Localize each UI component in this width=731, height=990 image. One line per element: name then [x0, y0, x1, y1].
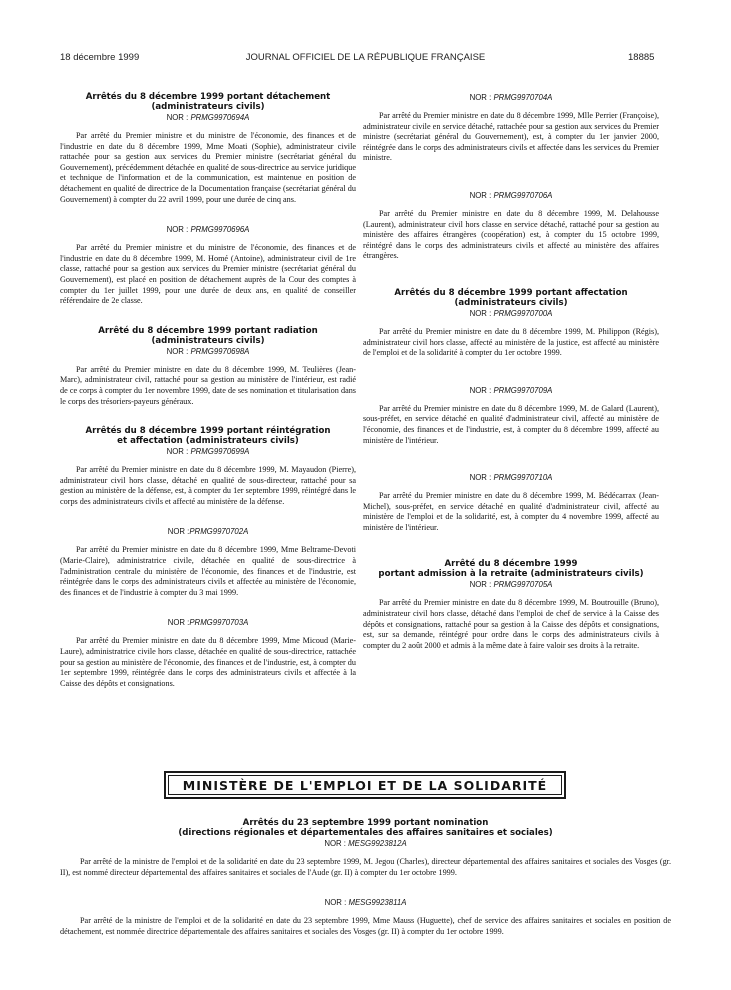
nor-reference: [363, 93, 659, 103]
nor-code: PRMG9970696A: [190, 225, 250, 235]
nor-reference: [363, 473, 659, 483]
nor-label: NOR :: [469, 308, 492, 318]
nor-label: NOR :: [469, 385, 492, 395]
decree-paragraph: Par arrêté du Premier ministre en date du 8 décembre 1999, M. Mayaudon (Pierre), administrateur civil hors classe, détaché en qualité de sous-directeur, rattaché pour sa gestion au ministère de la défense, est, à compter du 1er septembre 1999, réintégré dans le corps des administrateurs civils et affecté au ministère de la défense.: [60, 465, 356, 506]
decree-paragraph: Par arrêté du Premier ministre en date du 8 décembre 1999, Mlle Perrier (Françoise), administrateur civile en service détaché, rattachée pour sa gestion aux services du Premier ministre (secrétariat général du Gouvernement), est, à compter du 1er janvier 2000, réintégrée dans le corps des administrateurs civils et affectée dans les services du Premier ministre.: [363, 111, 659, 163]
title-line: (administrateurs civils): [151, 102, 265, 112]
nor-code: MESG9923812A: [348, 839, 407, 848]
journal-title: JOURNAL OFFICIEL DE LA RÉPUBLIQUE FRANÇAISE: [245, 52, 486, 63]
nor-reference: [60, 113, 356, 123]
decree-paragraph: Par arrêté du Premier ministre en date du 8 décembre 1999, M. Philippon (Régis), administrateur civil hors classe, affecté au ministère de la justice, est affecté au ministère de l'emploi et de la solidarité à compter du 1er octobre 1999.: [363, 326, 659, 358]
nor-label: NOR :: [469, 93, 492, 102]
nor-code: MESG9923811A: [348, 898, 407, 908]
decree-paragraph: Par arrêté de la ministre de l'emploi et de la solidarité en date du 23 septembre 1999, Mme Mauss (Huguette), chef de service des affaires sanitaires et sociales en position de détachement, est nommée directrice départementale des affaires sanitaires et sociales des Vosges (gr. II) à compter du 1er octobre 1999.: [60, 916, 671, 936]
section-detachement: [60, 92, 356, 307]
section-title: [60, 818, 671, 838]
decree-paragraph: Par arrêté du Premier ministre en date du 8 décembre 1999, M. Bédécarrax (Jean-Michel), sous-préfet, en service détaché en qualité d'administrateur civil, affecté au ministère de l'emploi et de la solidarité, est, à compter du 4 novembre 1999, affecté au ministère de l'intérieur.: [363, 491, 659, 532]
title-line: Arrêtés du 8 décembre 1999 portant affectation: [394, 287, 628, 298]
right-column: [363, 92, 659, 651]
nor-reference: [60, 618, 356, 628]
nor-code: PRMG9970702A: [189, 527, 249, 537]
nor-label: NOR :: [324, 839, 346, 848]
nor-label: NOR :: [469, 473, 492, 483]
nor-label: NOR :: [166, 113, 189, 122]
section-affectation: [363, 288, 659, 534]
decree-paragraph: Par arrêté de la ministre de l'emploi et de la solidarité en date du 23 septembre 1999, M. Jegou (Charles), directeur départemental des affaires sanitaires et sociales des Vosges (gr. II), est nommé directeur départemental des affaires sanitaires et sociales de l'Aude (gr. II) à compter du 1er octobre 1999.: [60, 857, 671, 877]
ministry-section: [60, 818, 671, 937]
nor-label: NOR :: [167, 527, 190, 537]
decree-paragraph: Par arrêté du Premier ministre en date du 8 décembre 1999, M. Boutrouille (Bruno), administrateur civil hors classe, détaché dans l'emploi de chef de service à la Caisse des dépôts et consignations, rattaché pour sa gestion à la Caisse des dépôts et consignations, est, sur sa demande, réintégré pour ordre dans le corps des administrateurs civils à compter du 2 août 2000 et admis à la même date à faire valoir ses droits à la retraite.: [363, 598, 659, 650]
title-line: (administrateurs civils): [454, 297, 568, 308]
title-line: Arrêtés du 23 septembre 1999 portant nomination: [242, 818, 489, 828]
nor-reference: [363, 386, 659, 396]
nor-reference: [60, 225, 356, 235]
page-number: 18885: [628, 52, 655, 63]
nor-reference: [363, 309, 659, 319]
title-line: Arrêté du 8 décembre 1999: [444, 559, 578, 570]
nor-label: NOR :: [469, 190, 492, 200]
nor-code: PRMG9970709A: [493, 385, 553, 395]
section-title: [60, 426, 356, 446]
nor-code: PRMG9970699A: [190, 447, 250, 457]
nor-code: PRMG9970705A: [493, 580, 553, 590]
title-line: Arrêté du 8 décembre 1999 portant radiation: [98, 325, 318, 336]
title-line: Arrêtés du 8 décembre 1999 portant détachement: [85, 92, 331, 102]
nor-reference: [60, 527, 356, 537]
section-reintegration: [60, 426, 356, 689]
ministry-banner: [164, 771, 566, 799]
title-line: portant admission à la retraite (administrateurs civils): [378, 569, 644, 580]
nor-reference: [363, 191, 659, 201]
nor-reference: [60, 839, 671, 849]
nor-label: NOR :: [166, 447, 189, 457]
section-title: [363, 288, 659, 308]
nor-reference: [60, 347, 356, 357]
title-line: Arrêtés du 8 décembre 1999 portant réintégration: [85, 426, 331, 437]
nor-code: PRMG9970694A: [190, 113, 250, 122]
nor-label: NOR :: [166, 346, 189, 356]
section-retraite: [363, 559, 659, 651]
section-radiation: [60, 326, 356, 407]
decree-paragraph: Par arrêté du Premier ministre en date du 8 décembre 1999, M. de Galard (Laurent), sous-préfet, en service détaché en qualité d'administrateur civil, affecté au ministère de l'économie, des finances et de l'industrie, est, à compter du 8 décembre 1999, affecté au ministère de l'intérieur.: [363, 403, 659, 445]
section-title: [60, 92, 356, 112]
nor-code: PRMG9970706A: [493, 190, 553, 200]
section-title: [363, 559, 659, 579]
nor-code: PRMG9970700A: [493, 308, 553, 318]
nor-code: PRMG9970698A: [190, 346, 250, 356]
nor-reference: [363, 580, 659, 590]
nor-reference: [60, 447, 356, 457]
nor-code: PRMG9970703A: [189, 618, 249, 628]
left-column: [60, 92, 356, 689]
section-title: [60, 326, 356, 346]
section-reintegration-continued: [363, 93, 659, 262]
header-date: 18 décembre 1999: [60, 52, 140, 63]
nor-label: NOR :: [469, 580, 492, 590]
title-line: (directions régionales et départementales des affaires sanitaires et sociales): [178, 828, 553, 838]
decree-paragraph: Par arrêté du Premier ministre et du ministre de l'économie, des finances et de l'industrie en date du 8 décembre 1999, M. Homé (Antoine), administrateur civil de 1re classe, rattaché pour sa gestion aux services du Premier ministre (secrétariat général du Gouvernement), est placé en position de détachement auprès de la Cour des comptes à compter du 1er juillet 1999, pour une durée de deux ans, en qualité de conseiller référendaire de 2e classe.: [60, 243, 356, 306]
title-line: et affectation (administrateurs civils): [117, 436, 299, 447]
nor-label: NOR :: [166, 225, 189, 235]
nor-label: NOR :: [167, 618, 190, 628]
decree-paragraph: Par arrêté du Premier ministre en date du 8 décembre 1999, Mme Micoud (Marie-Laure), administratrice civile hors classe, détachée en qualité de sous-directrice, rattachée pour sa gestion au ministère de l'économie, des finances et de l'industrie, est, à compter du 1er septembre 1999, réintégrée dans le corps des administrateurs civils et affectée à la Caisse des dépôts et consignations.: [60, 636, 356, 688]
title-line: (administrateurs civils): [151, 335, 265, 346]
decree-paragraph: Par arrêté du Premier ministre en date du 8 décembre 1999, Mme Beltrame-Devoti (Marie-Claire), administratrice civile, détachée en qualité de sous-directrice à l'administration centrale du ministère de l'économie, des finances et de l'industrie, est réintégrée dans le corps des administrateurs civils et affectée au ministère de l'économie, des finances et de l'industrie à compter du 3 mai 1999.: [60, 545, 356, 597]
decree-paragraph: Par arrêté du Premier ministre en date du 8 décembre 1999, M. Delahousse (Laurent), administrateur civil hors classe en service détaché, rattaché pour sa gestion au ministère des affaires étrangères (coopération) est, à compter du 15 octobre 1999, réintégré dans le corps des administrateurs civils et affecté au ministère des affaires étrangères.: [363, 208, 659, 261]
nor-label: NOR :: [324, 898, 347, 908]
nor-code: PRMG9970704A: [493, 93, 553, 102]
nor-code: PRMG9970710A: [493, 473, 553, 483]
ministry-banner-inner: [168, 775, 562, 795]
ministry-name: MINISTÈRE DE L'EMPLOI ET DE LA SOLIDARITÉ: [182, 777, 548, 793]
decree-paragraph: Par arrêté du Premier ministre et du ministre de l'économie, des finances et de l'industrie en date du 8 décembre 1999, Mme Moati (Sophie), administrateur civile rattachée pour sa gestion aux services du Premier ministre (secrétariat général du Gouvernement), précédemment détachée en qualité de sous-directrice au service juridique et technique de l'information et de la communication, est maintenue en position de détachement en qualité de directrice de la Documentation française (secrétariat général du Gouvernement) à compter du 22 avril 1999, pour une durée de cinq ans.: [60, 131, 356, 204]
nor-reference: [60, 898, 671, 908]
decree-paragraph: Par arrêté du Premier ministre en date du 8 décembre 1999, M. Teulières (Jean-Marc), administrateur civil, rattaché pour sa gestion au ministère de l'intérieur, est radié de ce corps à compter du 1er novembre 1999, date de ses nomination et titularisation dans le corps des trésoriers-payeurs généraux.: [60, 364, 356, 406]
